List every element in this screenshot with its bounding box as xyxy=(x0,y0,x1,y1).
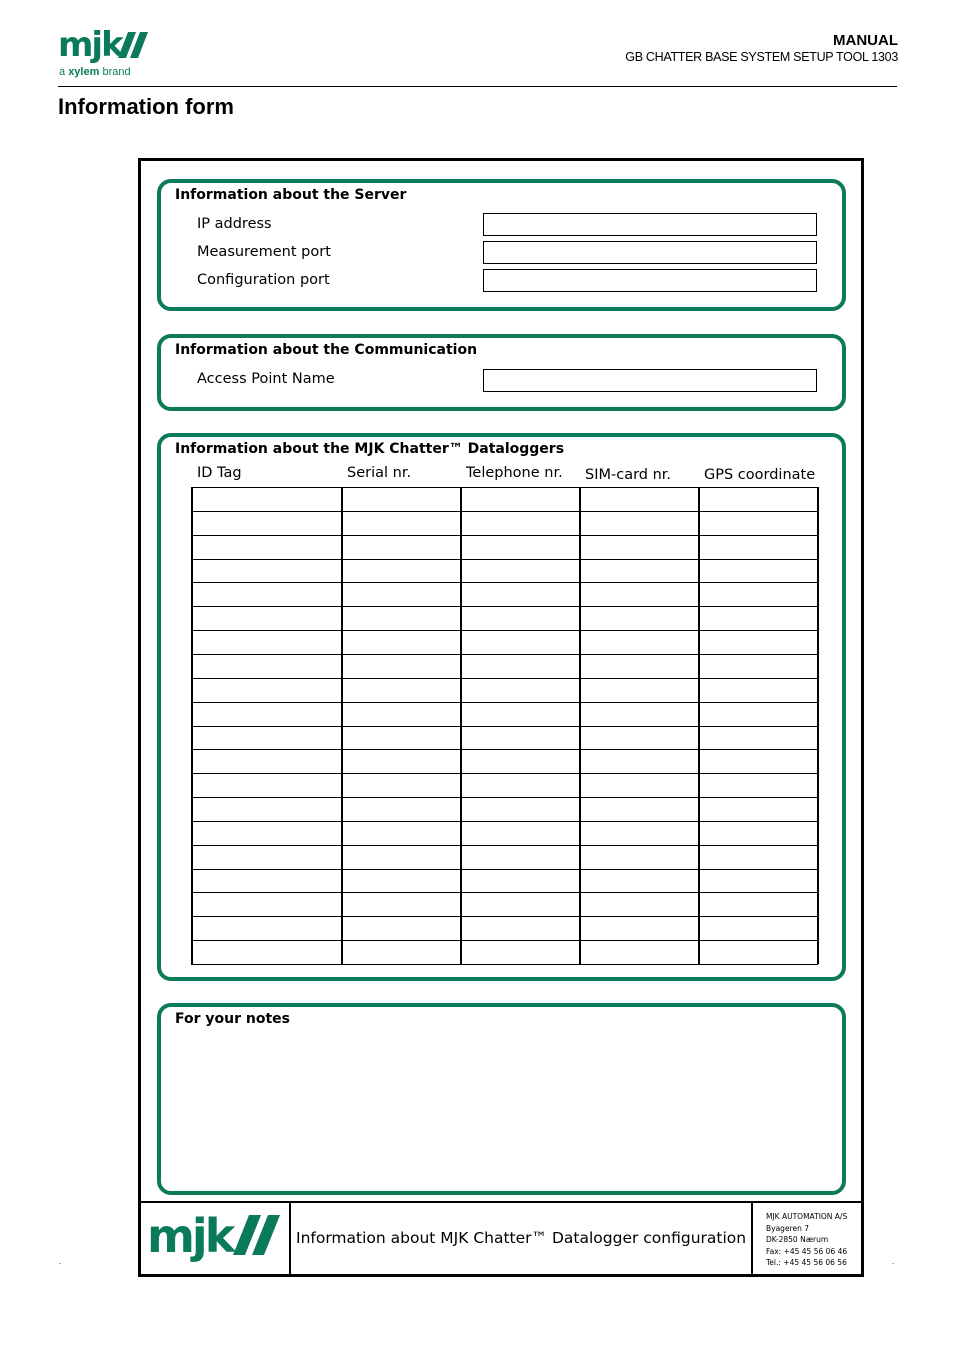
table-row-line xyxy=(191,582,818,583)
logo-slashes-icon xyxy=(118,32,148,58)
table-row-line xyxy=(191,916,818,917)
table-row-line xyxy=(191,487,818,488)
communication-panel-title: Information about the Communication xyxy=(175,342,478,358)
form-footer xyxy=(141,1201,861,1276)
access-point-name-label: Access Point Name xyxy=(197,371,335,387)
document-subtitle: GB CHATTER BASE SYSTEM SETUP TOOL 1303 xyxy=(625,50,898,64)
header-divider xyxy=(58,86,897,87)
logo-wordmark: mjk xyxy=(58,25,122,65)
table-row-line xyxy=(191,869,818,870)
ip-address-field[interactable] xyxy=(483,213,817,236)
margin-mark: . xyxy=(59,1257,62,1266)
logo-tagline: a xylem brand xyxy=(59,66,131,78)
column-header-serial-nr: Serial nr. xyxy=(347,465,412,481)
table-row-line xyxy=(191,559,818,560)
server-panel-title: Information about the Server xyxy=(175,187,407,203)
table-column-line xyxy=(579,487,581,964)
table-row-line xyxy=(191,964,818,965)
table-row-line xyxy=(191,845,818,846)
table-row-line xyxy=(191,797,818,798)
table-row-line xyxy=(191,726,818,727)
table-column-line xyxy=(817,487,819,964)
footer-divider xyxy=(289,1203,291,1276)
table-row-line xyxy=(191,773,818,774)
information-form xyxy=(138,158,864,1277)
dataloggers-panel xyxy=(157,433,846,981)
footer-logo-wordmark: mjk xyxy=(147,1209,233,1263)
company-address: MJK AUTOMATION A/S Byageren 7 DK-2850 Nærum Fax: +45 45 56 06 46 Tel.: +45 45 56 06 56 xyxy=(766,1212,848,1268)
notes-panel-title: For your notes xyxy=(175,1011,290,1027)
configuration-port-label: Configuration port xyxy=(197,272,330,288)
table-column-line xyxy=(460,487,462,964)
column-header-telephone-nr: Telephone nr. xyxy=(466,465,563,481)
column-header-gps-coordinate: GPS coordinate xyxy=(704,467,816,483)
page-title: Information form xyxy=(58,94,234,119)
footer-logo-slashes-icon xyxy=(233,1215,281,1255)
table-row-line xyxy=(191,630,818,631)
table-row-line xyxy=(191,654,818,655)
column-header-sim-card-nr: SIM-card nr. xyxy=(585,467,672,483)
column-header-id-tag: ID Tag xyxy=(197,465,242,481)
table-row-line xyxy=(191,892,818,893)
table-row-line xyxy=(191,940,818,941)
footer-logo xyxy=(147,1211,287,1271)
measurement-port-field[interactable] xyxy=(483,241,817,264)
table-row-line xyxy=(191,511,818,512)
mjk-logo xyxy=(58,25,158,80)
footer-caption: Information about MJK Chatter™ Datalogger configuration xyxy=(296,1229,747,1247)
measurement-port-label: Measurement port xyxy=(197,244,331,260)
table-column-line xyxy=(698,487,700,964)
table-row-line xyxy=(191,702,818,703)
footer-divider xyxy=(751,1203,753,1276)
configuration-port-field[interactable] xyxy=(483,269,817,292)
communication-panel xyxy=(157,334,846,411)
ip-address-label: IP address xyxy=(197,216,272,232)
margin-mark: . xyxy=(892,1257,895,1266)
table-column-line xyxy=(341,487,343,964)
notes-panel[interactable] xyxy=(157,1003,846,1195)
manual-label: MANUAL xyxy=(833,32,898,49)
table-column-line xyxy=(191,487,193,964)
table-row-line xyxy=(191,535,818,536)
access-point-name-field[interactable] xyxy=(483,369,817,392)
table-row-line xyxy=(191,749,818,750)
table-row-line xyxy=(191,678,818,679)
table-row-line xyxy=(191,606,818,607)
document-header xyxy=(625,33,898,65)
dataloggers-panel-title: Information about the MJK Chatter™ Dataloggers xyxy=(175,441,565,457)
table-row-line xyxy=(191,821,818,822)
server-panel xyxy=(157,179,846,311)
datalogger-table[interactable] xyxy=(191,487,818,964)
